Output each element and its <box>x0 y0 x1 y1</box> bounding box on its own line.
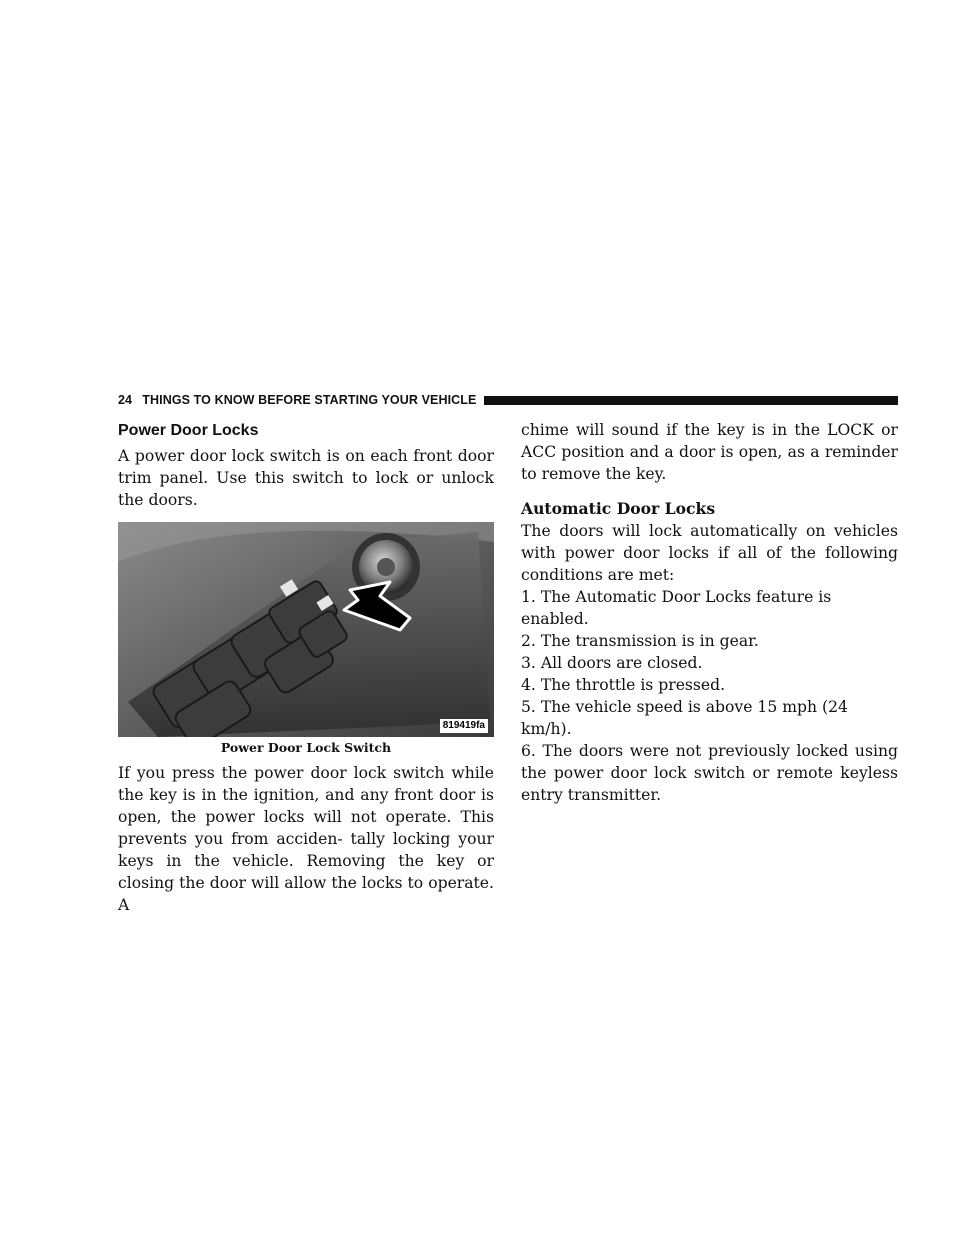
condition-item: 6. The doors were not previously locked using the power door lock switch or remote keyless entry transmitter. <box>521 742 898 804</box>
power-door-locks-body-left: If you press the power door lock switch while the key is in the ignition, and any front door is open, the power locks will not operate. This prevents you from acciden- tally locking your keys in the vehicle. Removing the key or closing the door will allow the locks to operate. A <box>118 764 494 914</box>
figure-id: 819419fa <box>440 719 488 733</box>
condition-item: 1. The Automatic Door Locks feature is enabled. <box>521 588 832 628</box>
automatic-door-locks-intro: The doors will lock automatically on vehicles with power door locks if all of the following conditions are met: <box>521 522 898 584</box>
door-panel-illustration <box>118 522 494 737</box>
condition-item: 2. The transmission is in gear. <box>521 632 759 650</box>
figure-caption: Power Door Lock Switch <box>220 740 392 755</box>
header-rule <box>484 396 898 405</box>
running-header <box>118 389 898 411</box>
condition-item: 4. The throttle is pressed. <box>521 676 726 694</box>
power-door-locks-heading: Power Door Locks <box>118 422 259 439</box>
power-door-locks-intro: A power door lock switch is on each front door trim panel. Use this switch to lock or unlock the doors. <box>118 447 494 509</box>
page-number: 24 <box>118 393 133 407</box>
condition-item: 3. All doors are closed. <box>521 654 703 672</box>
section-title: THINGS TO KNOW BEFORE STARTING YOUR VEHICLE <box>142 393 477 407</box>
automatic-door-locks-heading: Automatic Door Locks <box>521 499 716 518</box>
power-door-locks-body-right: chime will sound if the key is in the LOCK or ACC position and a door is open, as a reminder to remove the key. <box>521 421 898 483</box>
door-switch-photo <box>118 522 494 737</box>
condition-item: 5. The vehicle speed is above 15 mph (24 km/h). <box>521 698 848 738</box>
left-column <box>118 419 494 916</box>
right-column <box>521 419 898 806</box>
